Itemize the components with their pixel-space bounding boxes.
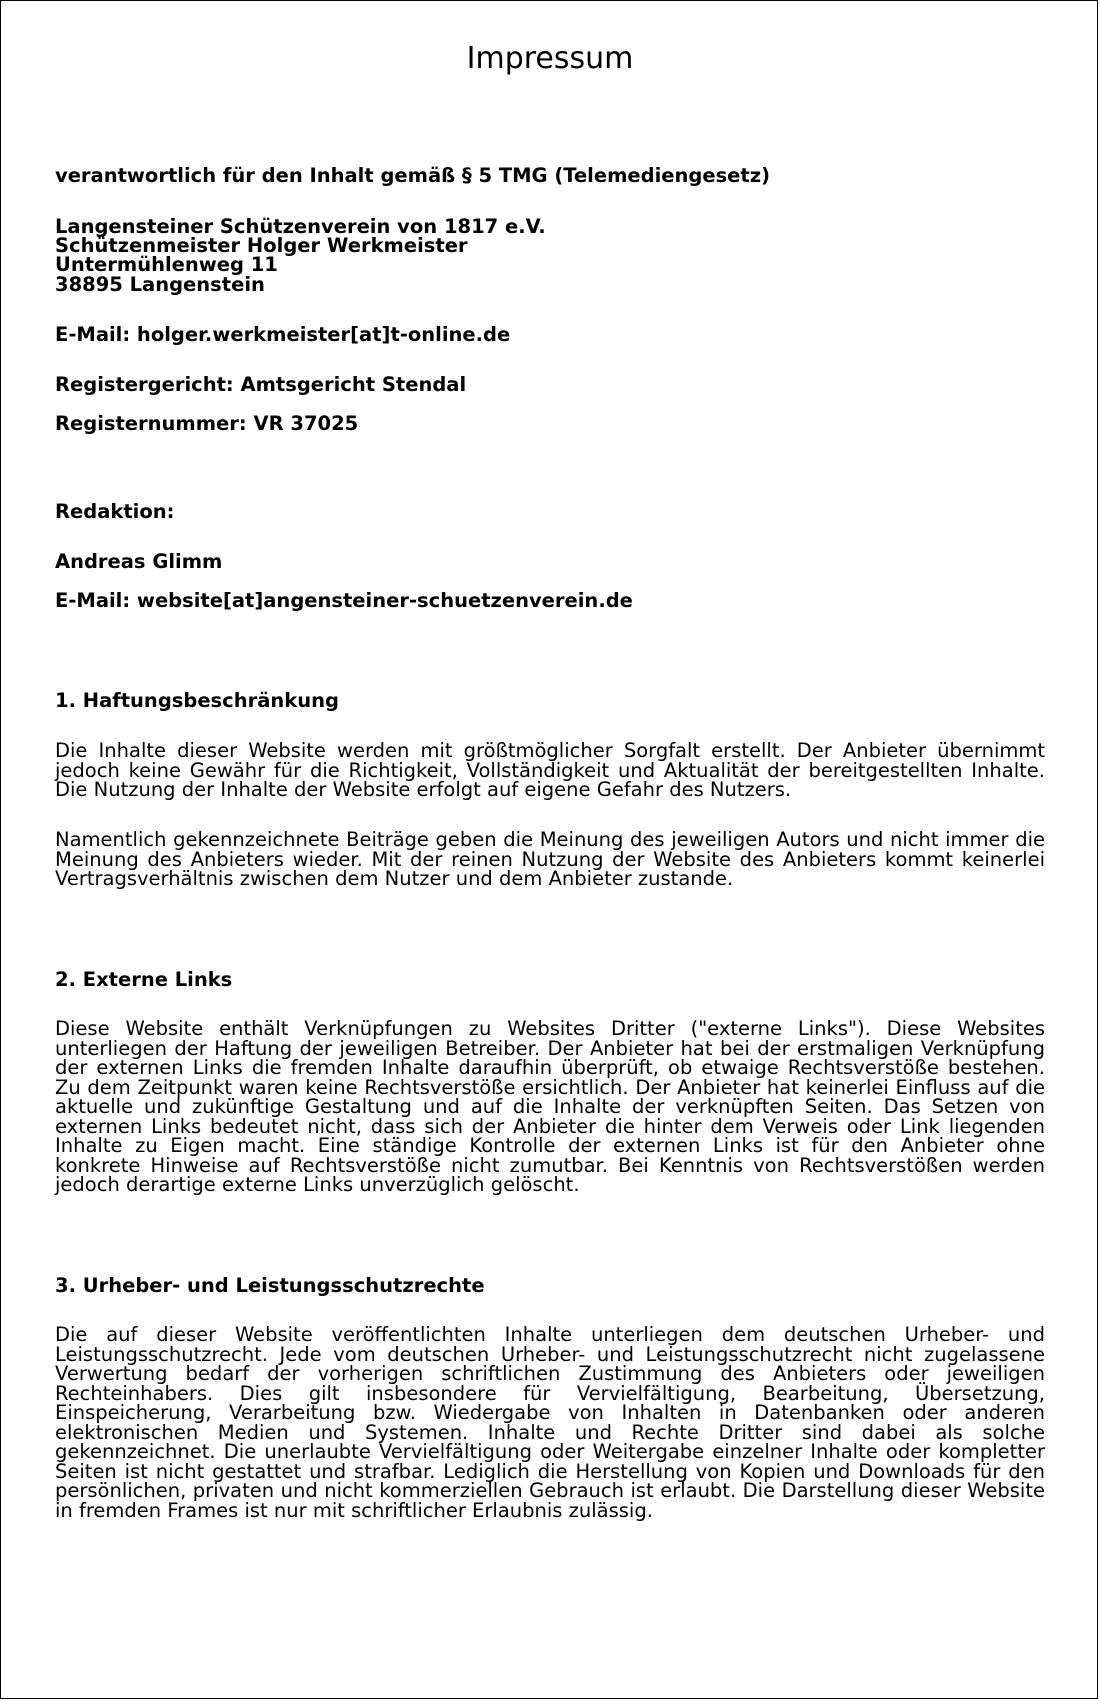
section-1-paragraph-1: Die Inhalte dieser Website werden mit größtmöglicher Sorgfalt erstellt. Der Anbieter übernimmt jedoch keine Gewähr für die Richtigkeit, Vollständigkeit und Aktualität der bereitgestellten Inhalte. Die Nutzung der Inhalte der Website erfolgt auf eigene Gefahr des Nutzers.: [55, 739, 1045, 801]
section-2-heading: 2. Externe Links: [55, 968, 233, 991]
address-line-city: 38895 Langenstein: [55, 273, 265, 296]
section-1-heading: 1. Haftungsbeschränkung: [55, 689, 339, 712]
section-1-paragraph-2: Namentlich gekennzeichnete Beiträge geben die Meinung des jeweiligen Autors und nicht immer die Meinung des Anbieters wieder. Mit der reinen Nutzung der Website des Anbieters kommt keinerlei Vertragsverhältnis zwischen dem Nutzer und dem Anbieter zustande.: [55, 828, 1045, 890]
editorial-heading: Redaktion:: [55, 500, 175, 523]
responsible-heading: verantwortlich für den Inhalt gemäß § 5 TMG (Telemediengesetz): [55, 164, 770, 187]
address-line-street: Untermühlenweg 11: [55, 253, 278, 276]
register-court: Registergericht: Amtsgericht Stendal: [55, 373, 467, 396]
section-3-paragraph-1: Die auf dieser Website veröffentlichten Inhalte unterliegen dem deutschen Urheber- und Leistungsschutzrecht. Jede vom deutschen Urheber- und Leistungsschutzrecht nicht zugelassene Verwertung bedarf der vorherigen schriftlichen Zustimmung des Anbieters oder jeweiligen Rechteinhabers. Dies gilt insbesondere für Vervielfältigung, Bearbeitung, Übersetzung, Einspeicherung, Verarbeitung bzw. Wiedergabe von Inhalten in Datenbanken oder anderen elektronischen Medien und Systemen. Inhalte und Rechte Dritter sind dabei als solche gekennzeichnet. Die unerlaubte Vervielfältigung oder Weitergabe einzelner Inhalte oder kompletter Seiten ist nicht gestattet und strafbar. Lediglich die Herstellung von Kopien und Downloads für den persönlichen, privaten und nicht kommerziellen Gebrauch ist erlaubt. Die Darstellung dieser Website in fremden Frames ist nur mit schriftlicher Erlaubnis zulässig.: [55, 1323, 1045, 1522]
editor-email: E-Mail: website[at]angensteiner-schuetzenverein.de: [55, 589, 633, 612]
section-3-heading: 3. Urheber- und Leistungsschutzrechte: [55, 1274, 485, 1297]
editor-name: Andreas Glimm: [55, 550, 223, 573]
address-line-person: Schützenmeister Holger Werkmeister: [55, 234, 468, 257]
contact-email: E-Mail: holger.werkmeister[at]t-online.de: [55, 323, 511, 346]
page-title: Impressum: [466, 41, 634, 76]
section-2-paragraph-1: Diese Website enthält Verknüpfungen zu Websites Dritter ("externe Links"). Diese Websites unterliegen der Haftung der jeweiligen Betreiber. Der Anbieter hat bei der erstmaligen Verknüpfung der externen Links die fremden Inhalte daraufhin überprüft, ob etwaige Rechtsverstöße bestehen. Zu dem Zeitpunkt waren keine Rechtsverstöße ersichtlich. Der Anbieter hat keinerlei Einfluss auf die aktuelle und zukünftige Gestaltung und auf die Inhalte der verknüpften Seiten. Das Setzen von externen Links bedeutet nicht, dass sich der Anbieter die hinter dem Verweis oder Link liegenden Inhalte zu Eigen macht. Eine ständige Kontrolle der externen Links ist für den Anbieter ohne konkrete Hinweise auf Rechtsverstöße nicht zumutbar. Bei Kenntnis von Rechtsverstößen werden jedoch derartige externe Links unverzüglich gelöscht.: [55, 1017, 1045, 1196]
register-number: Registernummer: VR 37025: [55, 412, 359, 435]
address-line-club: Langensteiner Schützenverein von 1817 e.V.: [55, 215, 546, 238]
